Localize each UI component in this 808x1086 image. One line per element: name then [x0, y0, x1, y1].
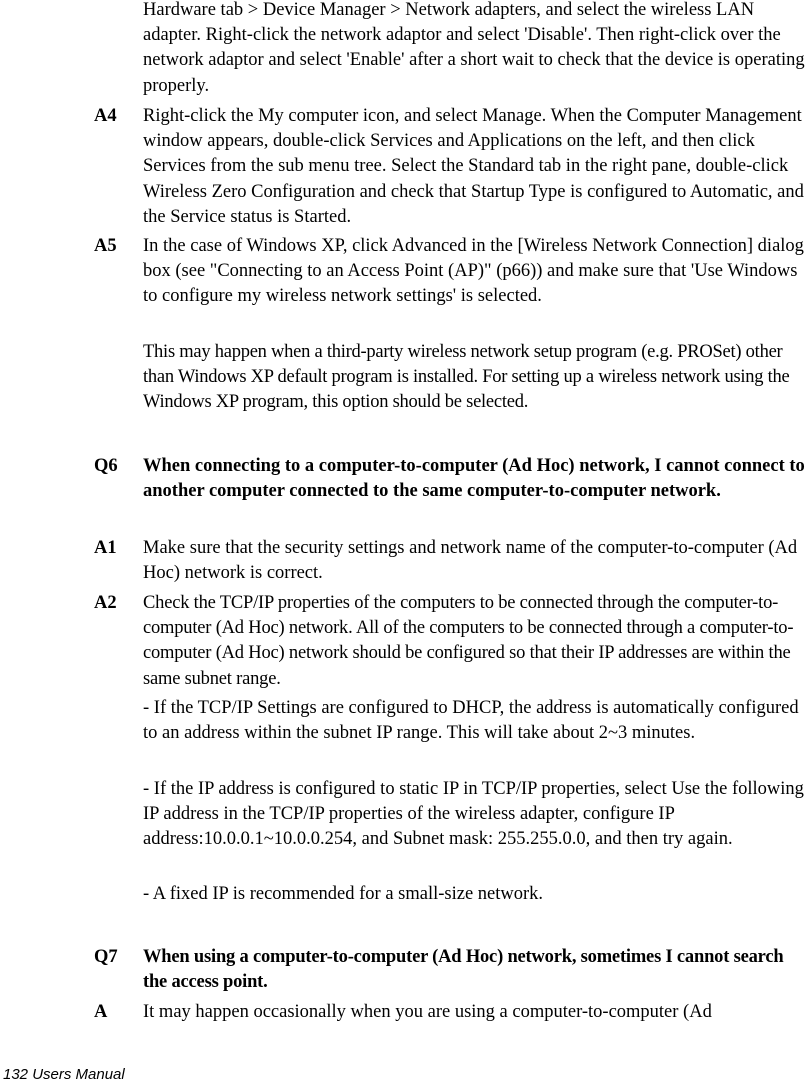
page-footer: 132 Users Manual	[3, 1066, 125, 1083]
q6-question: When connecting to a computer-to-computer (Ad Hoc) network, I cannot connect to another computer connected to the same computer-to-computer network.	[143, 456, 805, 502]
q7-label: Q7	[94, 947, 118, 967]
q6-a1-label: A1	[94, 538, 117, 558]
q6-a2-bullet-1: - If the TCP/IP Settings are configured to DHCP, the address is automatically configured to an address within the subnet IP range. This will take about 2~3 minutes.	[143, 698, 799, 744]
a5-answer: In the case of Windows XP, click Advanced in the [Wireless Network Connection] dialog box (see "Connecting to an Access Point (AP)" (p66)) and make sure that 'Use Windows to configure my wireless network settings' is selected.	[143, 236, 804, 307]
a4-answer: Right-click the My computer icon, and select Manage. When the Computer Management window appears, double-click Services and Applications on the left, and then click Services from the sub menu tree. Select the Standard tab in the right pane, double-click Wireless Zero Configuration and check that Startup Type is configured to Automatic, and the Service status is Started.	[143, 106, 804, 227]
continuation-paragraph: Hardware tab > Device Manager > Network adapters, and select the wireless LAN adapter. Right-click the network adaptor and select 'Disable'. Then right-click over the network adaptor and select 'Enable' after a short wait to check that the device is operating properly.	[143, 0, 805, 96]
q7-a-answer: It may happen occasionally when you are using a computer-to-computer (Ad	[143, 1002, 712, 1022]
q6-a2-answer: Check the TCP/IP properties of the computers to be connected through the computer-to-computer (Ad Hoc) network. All of the computers to be connected through a computer-to-computer (Ad Hoc) network should be configured so that their IP addresses are within the same subnet range.	[143, 593, 794, 689]
a5-label: A5	[94, 236, 117, 256]
q7-question: When using a computer-to-computer (Ad Hoc) network, sometimes I cannot search the access point.	[143, 947, 784, 993]
a4-label: A4	[94, 106, 117, 126]
a5-note: This may happen when a third-party wireless network setup program (e.g. PROSet) other than Windows XP default program is installed. For setting up a wireless network using the Windows XP program, this option should be selected.	[143, 342, 790, 413]
q6-a1-answer: Make sure that the security settings and network name of the computer-to-computer (Ad Hoc) network is correct.	[143, 538, 798, 584]
q7-a-label: A	[94, 1002, 108, 1022]
q6-a2-label: A2	[94, 593, 117, 613]
q6-a2-bullet-2: - If the IP address is configured to static IP in TCP/IP properties, select Use the following IP address in the TCP/IP properties of the wireless adapter, configure IP address:10.0.0.1~10.0.0.254, and Subnet mask: 255.255.0.0, and then try again.	[143, 779, 804, 850]
q6-a2-bullet-3: - A fixed IP is recommended for a small-size network.	[143, 884, 544, 904]
q6-label: Q6	[94, 456, 118, 476]
